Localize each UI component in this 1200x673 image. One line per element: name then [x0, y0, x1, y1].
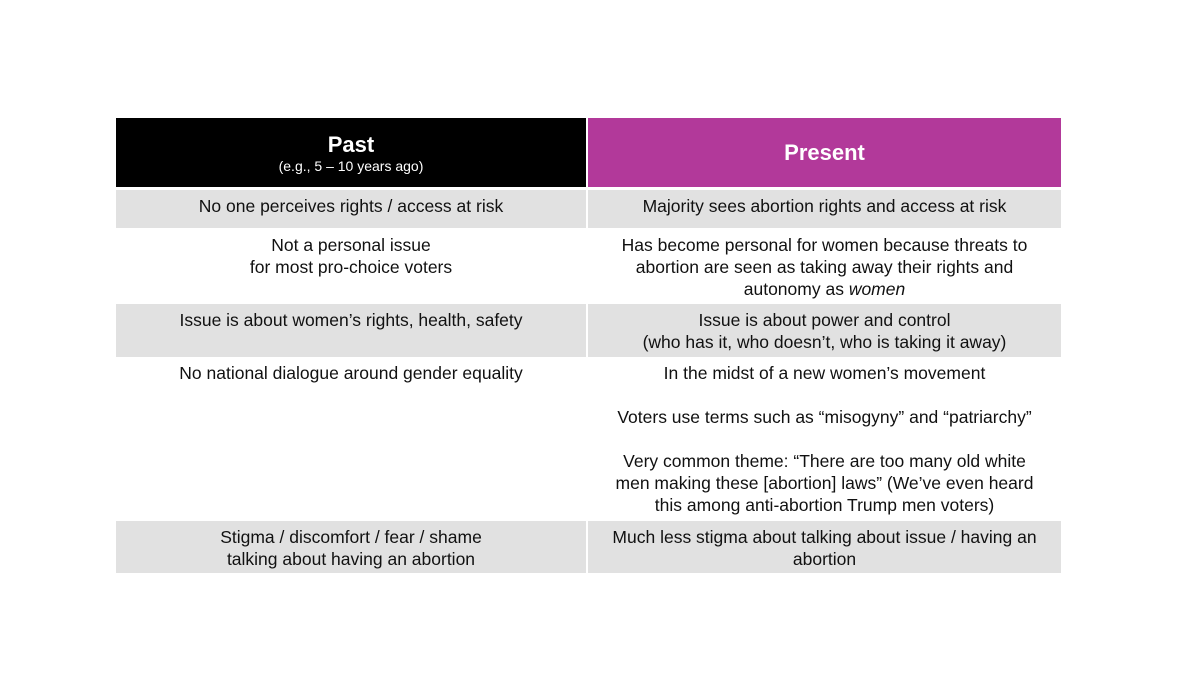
cell-text: In the midst of a new women’s movement	[663, 363, 986, 383]
cell-text: Majority sees abortion rights and access at risk	[642, 196, 1007, 216]
present-cell	[588, 521, 1061, 573]
past-cell	[116, 304, 588, 357]
past-title: Past	[327, 131, 375, 157]
cell-text: (who has it, who doesn’t, who is taking it away)	[642, 332, 1007, 352]
cell-text: Not a personal issue	[271, 235, 431, 255]
cell-text: Much less stigma about talking about issue / having an	[612, 527, 1037, 547]
spacer	[598, 384, 1051, 406]
cell-text: Voters use terms such as “misogyny” and “patriarchy”	[617, 407, 1032, 427]
cell-text: abortion	[792, 549, 857, 569]
cell-text: No national dialogue around gender equality	[179, 363, 523, 383]
past-cell	[116, 228, 588, 304]
cell-text: Very common theme: “There are too many old white	[623, 451, 1026, 471]
past-cell	[116, 190, 588, 228]
cell-text: abortion are seen as taking away their rights and	[635, 257, 1014, 277]
past-subtitle: (e.g., 5 – 10 years ago)	[278, 157, 424, 174]
spacer	[598, 428, 1051, 450]
cell-text: men making these [abortion] laws” (We’ve even heard	[615, 473, 1034, 493]
cell-text: this among anti-abortion Trump men voters)	[654, 495, 995, 515]
emphasis-text: women	[848, 279, 906, 299]
cell-text: Issue is about power and control	[698, 310, 951, 330]
cell-text: Stigma / discomfort / fear / shame	[220, 527, 482, 547]
present-cell	[588, 357, 1061, 521]
past-cell	[116, 357, 588, 521]
cell-text-line	[598, 278, 1051, 300]
cell-text: No one perceives rights / access at risk	[198, 196, 504, 216]
present-cell	[588, 304, 1061, 357]
cell-text: talking about having an abortion	[226, 549, 476, 569]
cell-text: Has become personal for women because threats to	[621, 235, 1028, 255]
past-header	[116, 118, 588, 190]
present-cell	[588, 190, 1061, 228]
cell-text: autonomy as	[743, 279, 849, 299]
present-header	[588, 118, 1061, 190]
cell-text: Issue is about women’s rights, health, safety	[179, 310, 523, 330]
present-cell	[588, 228, 1061, 304]
past-cell	[116, 521, 588, 573]
present-title: Present	[784, 139, 865, 165]
comparison-table	[116, 118, 1061, 573]
cell-text: for most pro-choice voters	[249, 257, 453, 277]
